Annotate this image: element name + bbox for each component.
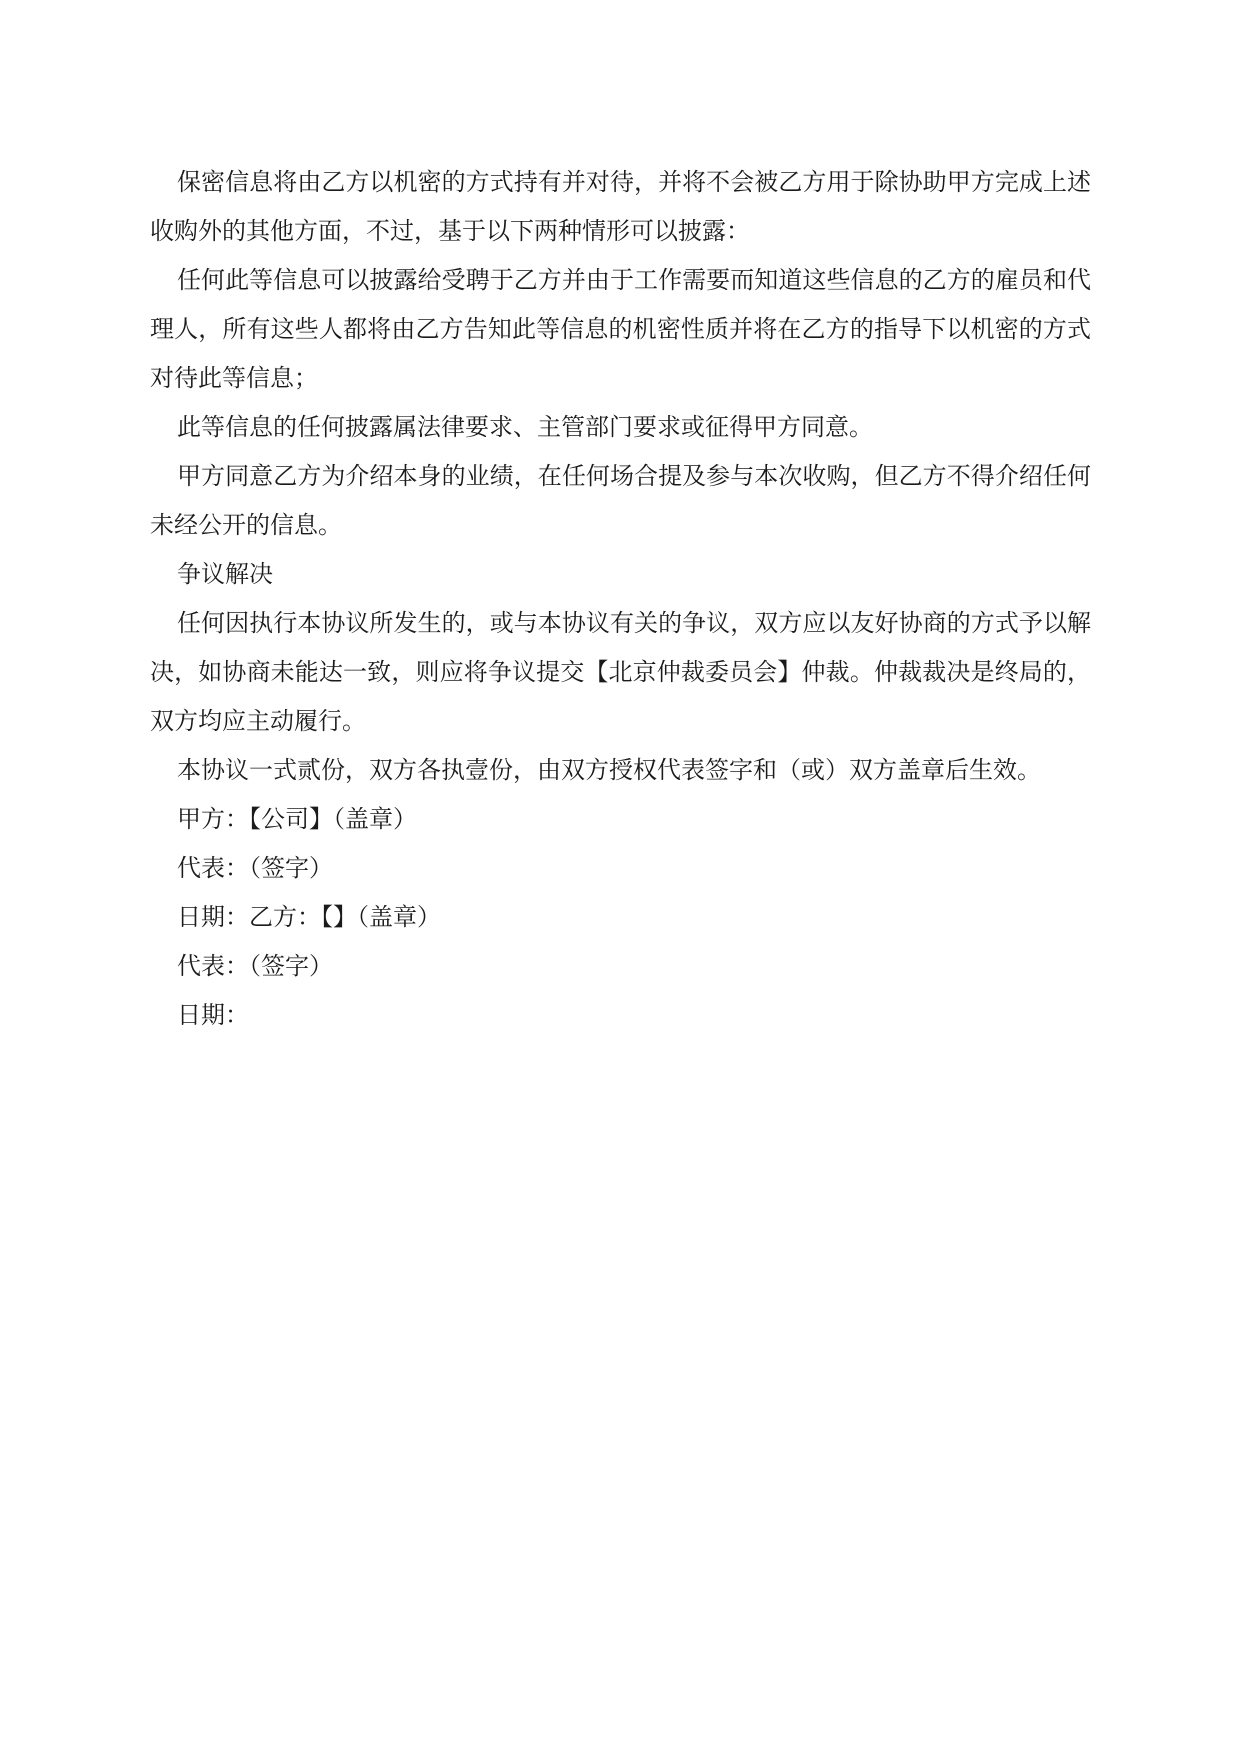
section-heading-dispute: 争议解决 bbox=[177, 560, 273, 588]
document-body bbox=[150, 158, 1091, 1040]
paragraph-disclosure-legal: 此等信息的任何披露属法律要求、主管部门要求或征得甲方同意。 bbox=[177, 413, 873, 441]
paragraph-disclosure-employees: 任何此等信息可以披露给受聘于乙方并由于工作需要而知道这些信息的乙方的雇员和代理人，所有这些人都将由乙方告知此等信息的机密性质并将在乙方的指导下以机密的方式对待此等信息； bbox=[150, 266, 1091, 392]
rep-a-line: 代表：（签字） bbox=[177, 854, 333, 882]
signature-block bbox=[150, 795, 1091, 1040]
paragraph-performance-mention: 甲方同意乙方为介绍本身的业绩，在任何场合提及参与本次收购，但乙方不得介绍任何未经公开的信息。 bbox=[150, 462, 1091, 539]
rep-b-line: 代表：（签字） bbox=[177, 952, 333, 980]
date-b-line: 日期： bbox=[177, 1001, 249, 1029]
party-a-line: 甲方：【公司】（盖章） bbox=[177, 805, 417, 833]
date-a-party-b-line: 日期：乙方：【】（盖章） bbox=[177, 903, 441, 931]
paragraph-copies-effective: 本协议一式贰份，双方各执壹份，由双方授权代表签字和（或）双方盖章后生效。 bbox=[177, 756, 1041, 784]
paragraph-dispute-resolution: 任何因执行本协议所发生的，或与本协议有关的争议，双方应以友好协商的方式予以解决，如协商未能达一致，则应将争议提交【北京仲裁委员会】仲裁。仲裁裁决是终局的，双方均应主动履行。 bbox=[150, 609, 1091, 735]
paragraph-confidentiality: 保密信息将由乙方以机密的方式持有并对待，并将不会被乙方用于除协助甲方完成上述收购外的其他方面，不过，基于以下两种情形可以披露： bbox=[150, 168, 1091, 245]
